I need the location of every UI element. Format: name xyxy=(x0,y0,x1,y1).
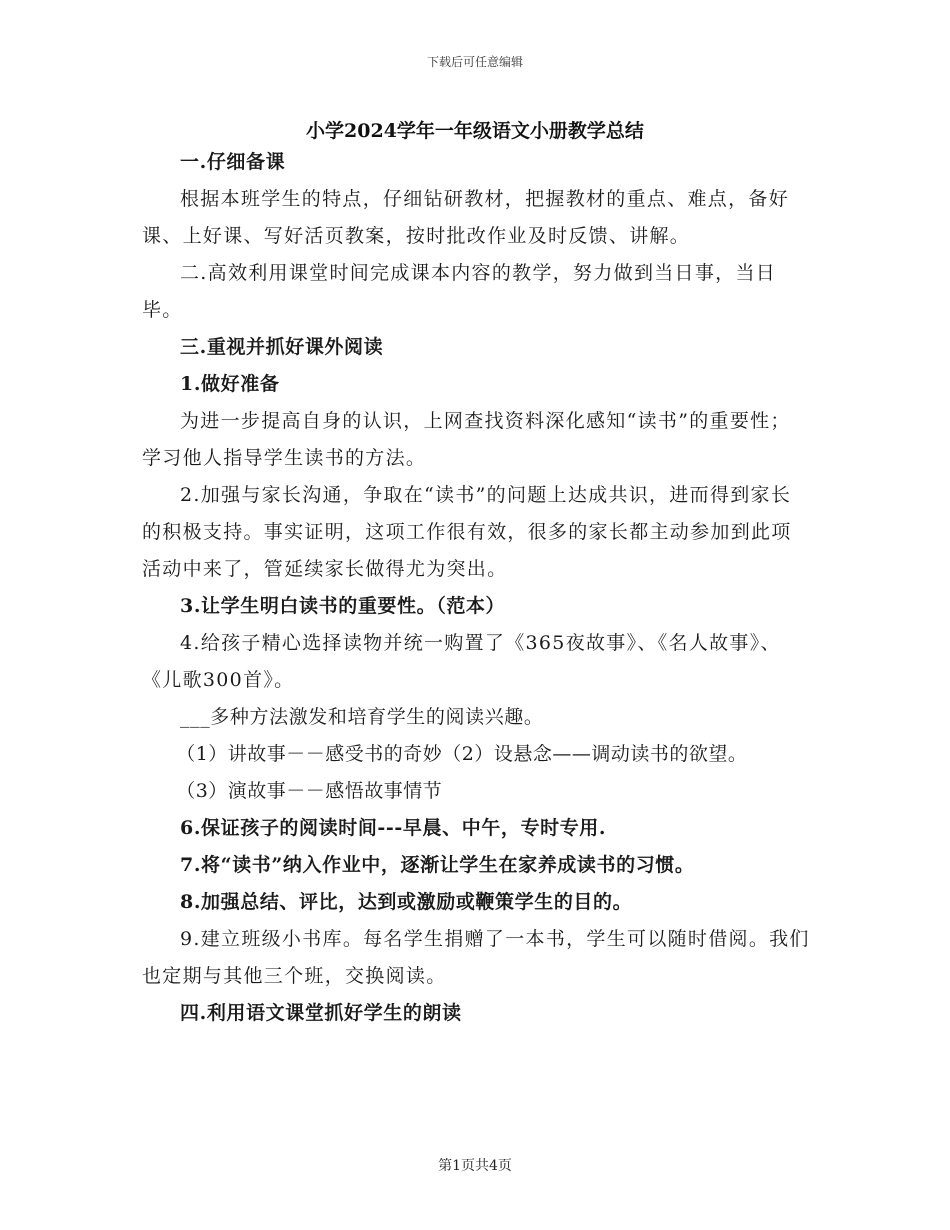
subsection-heading: 7.将“读书”纳入作业中，逐渐让学生在家养成读书的习惯。 xyxy=(180,854,695,876)
header-note: 下载后可任意编辑 xyxy=(426,55,523,69)
paragraph: 为进一步提高自身的认识，上网查找资料深化感知“读书”的重要性；学习他人指导学生读书的方法。 xyxy=(142,410,791,469)
list-item: （3）演故事－－感悟故事情节 xyxy=(176,780,443,802)
list-item: （1）讲故事－－感受书的奇妙（2）设悬念——调动读书的欲望。 xyxy=(176,743,748,765)
section-heading-3: 三.重视并抓好课外阅读 xyxy=(180,336,384,358)
section-heading-1: 一.仔细备课 xyxy=(180,151,286,173)
paragraph: 9.建立班级小书库。每名学生捐赠了一本书，学生可以随时借阅。我们也定期与其他三个班，交换阅读。 xyxy=(142,928,810,987)
document-title: 小学2024学年一年级语文小册教学总结 xyxy=(306,120,644,142)
paragraph: 根据本班学生的特点，仔细钻研教材，把握教材的重点、难点，备好课、上好课、写好活页教案，按时批改作业及时反馈、讲解。 xyxy=(142,188,790,247)
section-heading-4: 四.利用语文课堂抓好学生的朗读 xyxy=(180,1002,462,1024)
paragraph: 2.加强与家长沟通，争取在“读书”的问题上达成共识，进而得到家长的积极支持。事实证明，这项工作很有效，很多的家长都主动参加到此项活动中来了，管延续家长做得尤为突出。 xyxy=(142,484,792,580)
document-body xyxy=(142,144,810,1032)
paragraph: 4.给孩子精心选择读物并统一购置了《365夜故事》、《名人故事》、《儿歌300首》。 xyxy=(142,632,781,691)
subsection-heading: 3.让学生明白读书的重要性。（范本） xyxy=(180,595,506,617)
paragraph: ___多种方法激发和培育学生的阅读兴趣。 xyxy=(180,706,544,728)
subsection-heading: 8.加强总结、评比，达到或激励或鞭策学生的目的。 xyxy=(180,891,633,913)
page-number: 第1页共4页 xyxy=(438,1158,512,1174)
subsection-heading: 1.做好准备 xyxy=(180,373,280,395)
paragraph: 二.高效利用课堂时间完成课本内容的教学，努力做到当日事，当日毕。 xyxy=(142,262,777,321)
subsection-heading: 6.保证孩子的阅读时间---早晨、中午，专时专用. xyxy=(180,817,607,839)
